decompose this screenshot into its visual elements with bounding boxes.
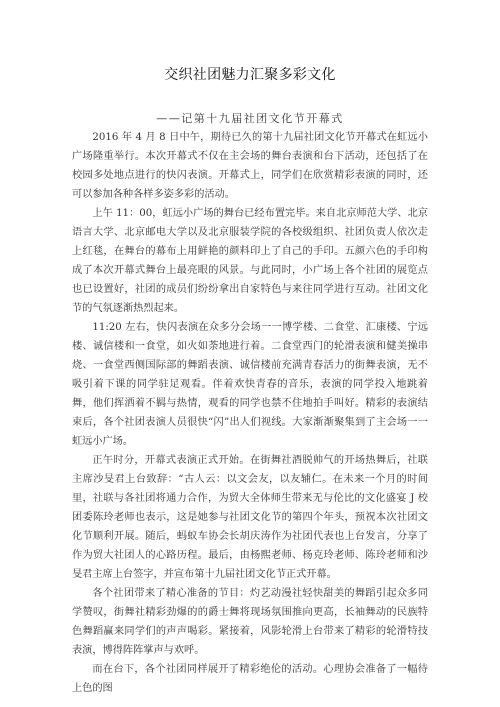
paragraph-2: 上午 11：00，虹远小广场的舞台已经布置完毕。来自北京师范大学、北京语言大学、北京邮电大学以及北京服装学院的各校级组织、社团负责人依次走上红毯，在舞台的幕布上用鲜艳的颜料印上了自己的手印。五颜六色的手印构成了本次开幕式舞台上最亮眼的风景。与此同时，小广场上各个社团的展览点也已设置好，社团的成员们纷纷拿出自家特色与来往同学进行互动。社团文化节的气氛逐渐热烈起来。 bbox=[72, 208, 428, 314]
article-title: 交织社团魅力汇聚多彩文化 bbox=[164, 67, 336, 83]
paragraph-5: 各个社团带来了精心准备的节目：灼艺动漫社轻快甜美的舞蹈引起众多同学赞叹，街舞社精彩劲爆的的爵士舞将现场氛围推向更高，长袖舞动的民族特色舞蹈赢来同学们的声声喝彩。紧接着，风影轮滑上台带来了精彩的轮滑特技表演，博得阵阵掌声与欢呼。 bbox=[72, 588, 428, 656]
paragraph-3: 11:20 左右，快闪表演在众多分会场一一博学楼、二食堂、汇康楼、宁远楼、诚信楼和一食堂，如火如荼地进行着。二食堂西门的轮滑表演和健美操串烧、一食堂西侧国际部的舞蹈表演、诚信楼前充满青春活力的街舞表演，无不吸引着下课的同学驻足观看。伴着欢快青春的音乐，表演的同学投入地跳着舞，他们挥洒着不羁与热情，观看的同学也禁不住地拍手叫好。精彩的表演结束后，各个社团表演人员很快“闪”出人们视线。大家渐渐聚集到了主会场一一虹远小广场。 bbox=[72, 322, 428, 447]
paragraph-4: 正午时分，开幕式表演正式开始。在街舞社酒脱帅气的开场热舞后，社联主席沙旻君上台致辞：“古人云：以文会友，以友辅仁。在未来一个月的时间里，社联与各社团将通力合作，为贸大全体师生带来无与伦比的文化盛宴 J 校团委陈玲老师也表示，这是她参与社团文化节的第四个年头，预祝本次社团文化节顺利开展。随后，蚂蚁车协会长胡庆涛作为社团代表也上台发言，分享了作为贸大社团人的心路历程。最后，由杨熙老师、杨克玲老师、陈玲老师和沙旻君主席上台签字，并宣布第十九届社团文化节正式开幕。 bbox=[72, 455, 428, 580]
article-body bbox=[72, 128, 428, 698]
article-subtitle: ——记第十九届社团文化节开幕式 bbox=[156, 112, 344, 125]
paragraph-1: 2016 年 4 月 8 日中午，期待已久的第十九届社团文化节开幕式在虹远小广场隆重举行。本次开幕式不仅在主会场的舞台表演和台下活动，还包括了在校园多处地点进行的快闪表演。开幕式上，同学们在欣赏精彩表演的同时，还可以参加各种各样多姿多彩的活动。 bbox=[72, 132, 428, 200]
paragraph-6: 而在台下，各个社团同样展开了精彩绝伦的活动。心理协会准备了一幅待上色的图 bbox=[72, 664, 428, 694]
